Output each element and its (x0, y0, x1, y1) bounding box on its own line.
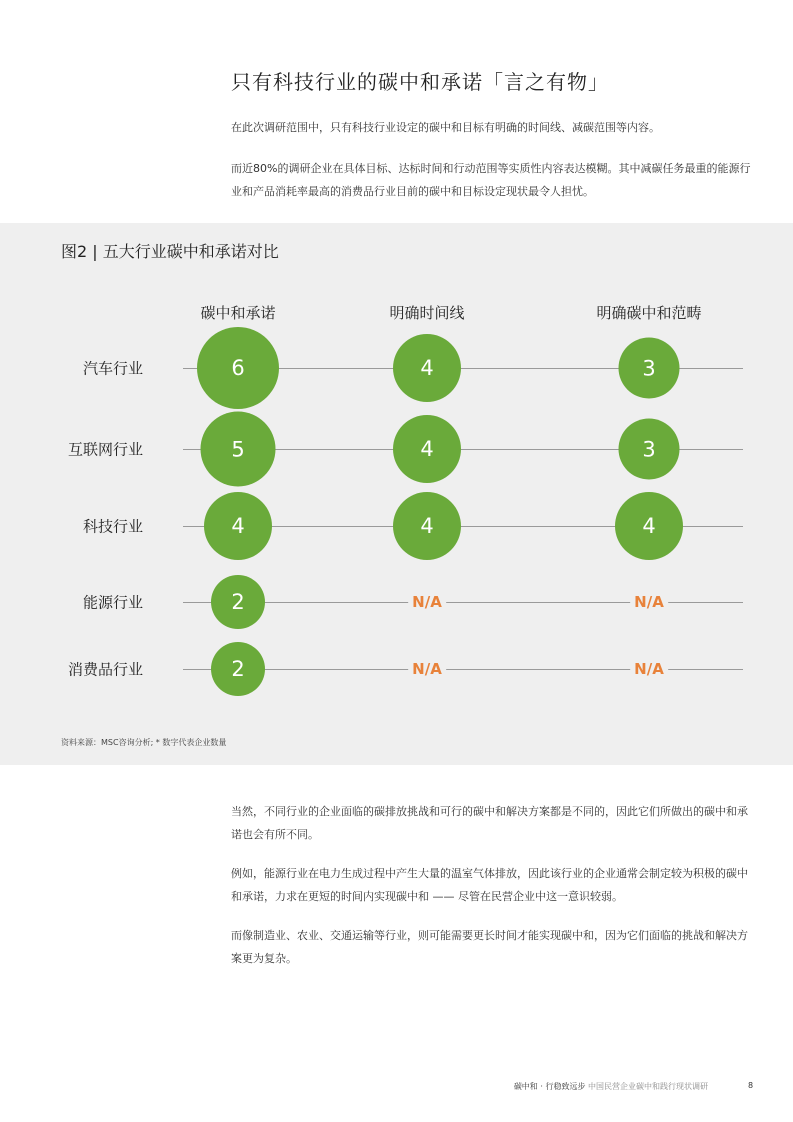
figure-title: 图2 | 五大行业碳中和承诺对比 (61, 242, 279, 261)
column-header: 明确时间线 (389, 304, 465, 322)
footer-subtitle: 中国民营企业碳中和践行现状调研 (588, 1082, 708, 1091)
body-paragraph-2: 例如，能源行业在电力生成过程中产生大量的温室气体排放，因此该行业的企业通常会制定较为积极的碳中和承诺，力求在更短的时间内实现碳中和 —— 尽管在民营企业中这一意识较弱。 (231, 867, 748, 903)
column-header: 碳中和承诺 (200, 304, 276, 322)
footer (514, 1081, 708, 1092)
row-label: 汽车行业 (82, 359, 143, 378)
row-label: 科技行业 (82, 517, 143, 536)
value-bubble: 4 (393, 334, 461, 402)
figure-panel (0, 223, 793, 765)
section-title: 只有科技行业的碳中和承诺「言之有物」 (231, 70, 609, 94)
na-label: N/A (408, 593, 446, 611)
value-bubble: 4 (615, 492, 683, 560)
row-label: 互联网行业 (67, 440, 143, 459)
na-label: N/A (408, 660, 446, 678)
value-bubble: 6 (197, 327, 279, 409)
value-bubble: 5 (201, 412, 276, 487)
na-label: N/A (630, 593, 668, 611)
value-bubble: 2 (211, 575, 265, 629)
page-number: 8 (748, 1081, 754, 1090)
row-label: 消费品行业 (67, 660, 143, 679)
row-label: 能源行业 (82, 593, 143, 612)
value-bubble: 3 (619, 419, 680, 480)
value-bubble: 3 (619, 338, 680, 399)
value-bubble: 4 (204, 492, 272, 560)
intro-paragraph-1: 在此次调研范围中，只有科技行业设定的碳中和目标有明确的时间线、减碳范围等内容。 (231, 121, 660, 134)
column-header: 明确碳中和范畴 (596, 304, 702, 322)
value-bubble: 4 (393, 415, 461, 483)
footer-title: 碳中和 · 行稳致远步 (513, 1082, 586, 1091)
value-bubble: 2 (211, 642, 265, 696)
figure-source: 资料来源：MSC咨询分析; * 数字代表企业数量 (61, 738, 227, 747)
na-label: N/A (630, 660, 668, 678)
intro-paragraph-2: 而近80%的调研企业在具体目标、达标时间和行动范围等实质性内容表达模糊。其中减碳任务最重的能源行业和产品消耗率最高的消费品行业目前的碳中和目标设定现状最令人担忧。 (231, 162, 751, 198)
body-paragraph-1: 当然，不同行业的企业面临的碳排放挑战和可行的碳中和解决方案都是不同的，因此它们所做出的碳中和承诺也会有所不同。 (231, 805, 748, 841)
body-paragraph-3: 而像制造业、农业、交通运输等行业，则可能需要更长时间才能实现碳中和，因为它们面临的挑战和解决方案更为复杂。 (231, 929, 748, 965)
value-bubble: 4 (393, 492, 461, 560)
